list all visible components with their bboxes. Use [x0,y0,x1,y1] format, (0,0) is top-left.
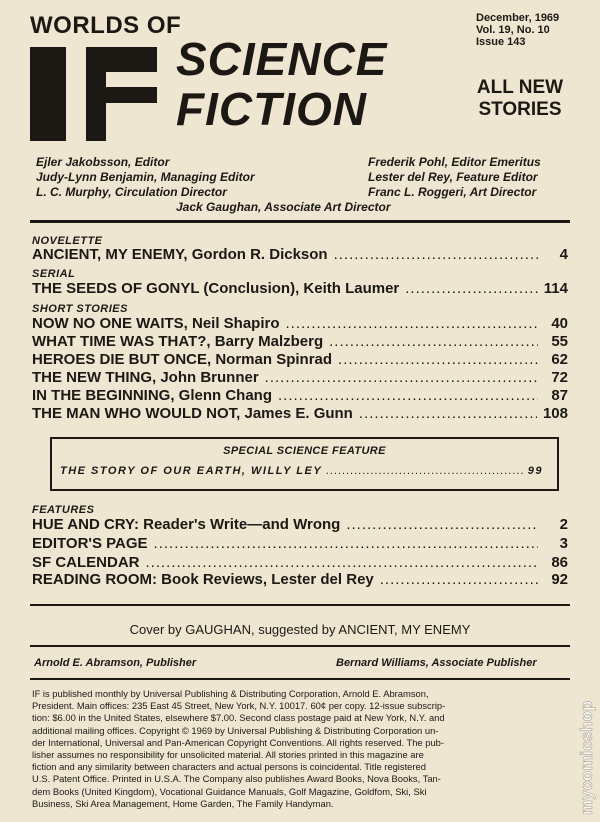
story-title: SF CALENDAR [32,554,140,571]
tagline-line1: ALL NEW [476,77,564,98]
page-number: 92 [551,571,568,588]
story-title: ANCIENT, MY ENEMY, Gordon R. Dickson [32,246,328,263]
page-number: 4 [559,246,568,263]
associate-publisher-credit: Bernard Williams, Associate Publisher [336,657,537,669]
page-number: 99 [527,465,543,477]
fine-print-line: lisher assumes no responsibility for unsolicited material. All stories printed in this magazine are [32,749,424,761]
leader-dots [329,333,538,350]
story-title: HEROES DIE BUT ONCE, Norman Spinrad [32,351,333,368]
toc-entry [32,554,568,572]
leader-dots [154,535,538,552]
leader-dots [334,246,538,263]
leader-dots [338,351,538,368]
issue-number: Issue 143 [476,36,526,48]
page-number: 2 [559,516,568,533]
story-title: THE STORY OF OUR EARTH, WILLY LEY [60,465,323,477]
toc-entry [32,535,568,553]
story-title: READING ROOM: Book Reviews, Lester del Rey [32,571,374,588]
special-feature-box [50,437,559,491]
story-title: THE NEW THING, John Brunner [32,369,259,386]
novelette-label: NOVELETTE [32,235,103,247]
fine-print-line: fiction and any similarity between characters and actual persons is coincidental. Title registered [32,761,426,773]
fine-print-line: der International, Universal and Pan-American Copyright Conventions. All rights reserved. The pub- [32,736,445,748]
worlds-of-label: WORLDS OF [30,12,182,39]
features-label: FEATURES [32,504,95,516]
title-science: SCIENCE [176,33,388,85]
story-title: THE MAN WHO WOULD NOT, James E. Gunn [32,405,353,422]
toc-entry [32,315,568,333]
toc-entry [32,369,568,387]
story-title: NOW NO ONE WAITS, Neil Shapiro [32,315,280,332]
divider-bottom [30,678,570,680]
leader-dots [380,571,538,588]
page-number: 114 [543,280,568,297]
leader-dots [346,516,538,533]
toc-entry [32,387,568,405]
fine-print-line: Business, Ski Area Management, Home Garden, The Family Handyman. [32,797,334,809]
if-logo [30,47,157,141]
special-feature-label: SPECIAL SCIENCE FEATURE [223,445,386,457]
page-number: 55 [551,333,568,350]
page-number: 62 [551,351,568,368]
fine-print-line: additional mailing offices. Copyright © 1969 by Universal Publishing & Distributing Corporation un- [32,724,439,736]
page-number: 108 [542,405,568,422]
divider-middle [30,604,570,606]
watermark-logo [576,610,598,820]
staff-circulation: L. C. Murphy, Circulation Director [36,185,227,199]
title-fiction: FICTION [176,83,367,135]
leader-dots [359,405,537,422]
toc-entry [32,351,568,369]
page-number: 3 [559,535,568,552]
leader-dots [405,280,538,297]
fine-print-line: dem Books (United Kingdom), Vocational Guidance Manuals, Golf Magazine, Goldfom, Ski, Ski [32,785,427,797]
story-title: WHAT TIME WAS THAT?, Barry Malzberg [32,333,324,350]
leader-dots [146,554,539,571]
page-number: 40 [551,315,568,332]
leader-dots [278,387,538,404]
issue-volume: Vol. 19, No. 10 [476,24,550,36]
toc-entry [32,516,568,534]
publisher-credit: Arnold E. Abramson, Publisher [34,657,197,669]
staff-managing-editor: Judy-Lynn Benjamin, Managing Editor [36,170,255,184]
story-title: EDITOR'S PAGE [32,535,148,552]
toc-entry [32,246,568,264]
page-number: 86 [551,554,568,571]
fine-print-line: tion: $6.00 in the United States, elsewhere $7.00. Second class postage paid at New York, N.Y. and [32,712,445,724]
short-stories-label: SHORT STORIES [32,303,128,315]
serial-label: SERIAL [32,268,76,280]
cover-credit: Cover by GAUGHAN, suggested by ANCIENT, MY ENEMY [129,622,471,637]
page-number: 87 [551,387,568,404]
leader-dots [326,465,524,477]
divider-lower [30,645,570,647]
issue-date: December, 1969 [476,12,560,24]
staff-art-director: Franc L. Roggeri, Art Director [368,185,537,199]
fine-print-line: IF is published monthly by Universal Publishing & Distributing Corporation, Arnold E. Abramson, [32,688,429,699]
leader-dots [286,315,538,332]
story-title: IN THE BEGINNING, Glenn Chang [32,387,273,404]
fine-print-line: U.S. Patent Office. Printed in U.S.A. The Company also publishes Award Books, Nova Books, Tan- [32,773,441,785]
tagline [470,77,570,121]
leader-dots [265,369,538,386]
page-number: 72 [551,369,568,386]
staff-associate-art: Jack Gaughan, Associate Art Director [176,200,391,214]
fine-print [32,688,570,810]
tagline-line2: STORIES [478,99,562,120]
staff-editor-emeritus: Frederik Pohl, Editor Emeritus [368,155,541,169]
fine-print-line: President. Main offices: 235 East 45 Street, New York, N.Y. 10017. 60¢ per copy. 12-issue subscrip- [32,700,446,712]
toc-entry [32,405,568,423]
watermark-text: mycomicshop [577,700,596,815]
toc-entry [32,571,568,589]
divider-top [30,220,570,223]
issue-info [476,12,559,48]
story-title: THE SEEDS OF GONYL (Conclusion), Keith Laumer [32,280,400,297]
staff-feature-editor: Lester del Rey, Feature Editor [368,170,538,184]
toc-entry [32,280,568,298]
story-title: HUE AND CRY: Reader's Write—and Wrong [32,516,341,533]
staff-editor: Ejler Jakobsson, Editor [36,155,170,169]
toc-entry [32,333,568,351]
toc-entry [60,465,543,477]
